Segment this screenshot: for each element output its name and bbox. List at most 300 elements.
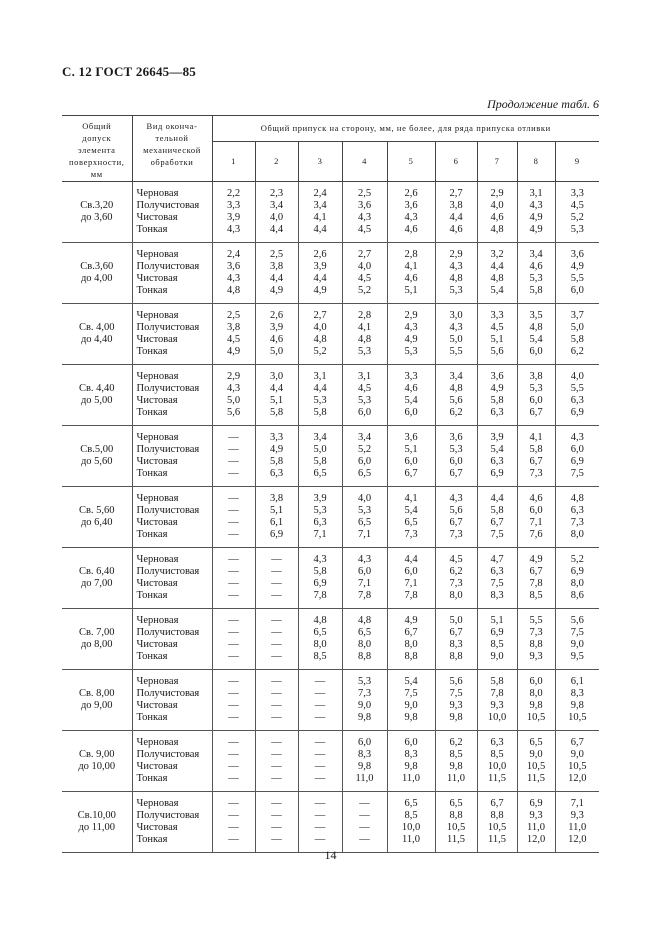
allowance-value: 7,6 bbox=[529, 529, 543, 540]
allowance-value: 4,5 bbox=[357, 383, 372, 394]
allowance-value: 5,3 bbox=[529, 383, 543, 394]
tolerance-range bbox=[62, 304, 132, 365]
allowance-value: 10,5 bbox=[487, 822, 507, 833]
finish-type-label: Тонкая bbox=[136, 407, 168, 418]
table-row bbox=[62, 243, 599, 304]
allowance-value: 4,9 bbox=[490, 383, 504, 394]
allowance-value: 6,2 bbox=[449, 737, 463, 748]
allowance-value: 6,0 bbox=[529, 395, 543, 406]
tolerance-range bbox=[62, 365, 132, 426]
allowance-cell bbox=[555, 304, 599, 365]
allowance-value: 5,1 bbox=[269, 505, 284, 516]
allowance-value: 6,5 bbox=[313, 627, 327, 638]
allowance-value: 2,5 bbox=[269, 249, 284, 260]
allowance-value: 6,7 bbox=[529, 456, 543, 467]
allowance-value: 6,3 bbox=[490, 566, 504, 577]
allowance-value: 7,3 bbox=[570, 517, 584, 528]
allowance-value: 3,8 bbox=[529, 371, 543, 382]
allowance-value: 5,3 bbox=[357, 395, 372, 406]
allowance-cell bbox=[435, 792, 477, 853]
allowance-value: 5,6 bbox=[490, 346, 504, 357]
table-row bbox=[62, 182, 599, 243]
allowance-value: 11,0 bbox=[355, 773, 374, 784]
allowance-value: — bbox=[271, 737, 282, 748]
allowance-value: 4,6 bbox=[529, 261, 543, 272]
allowance-value: 5,3 bbox=[570, 224, 584, 235]
allowance-value: 6,2 bbox=[570, 346, 584, 357]
allowance-cell bbox=[517, 487, 555, 548]
allowance-value: 6,0 bbox=[404, 566, 418, 577]
allowance-cell bbox=[435, 670, 477, 731]
allowance-cell bbox=[342, 182, 387, 243]
allowance-cell bbox=[387, 670, 435, 731]
allowance-value: 5,5 bbox=[570, 383, 584, 394]
allowance-value: 5,0 bbox=[570, 322, 584, 333]
finish-type-label: Получистовая bbox=[136, 688, 200, 699]
allowance-value: — bbox=[228, 639, 239, 650]
allowance-cell bbox=[477, 487, 517, 548]
range-text-line: Св.5,00 bbox=[80, 444, 114, 455]
allowance-value: 5,0 bbox=[269, 346, 284, 357]
allowance-value: 5,1 bbox=[404, 444, 418, 455]
allowance-value: 6,0 bbox=[449, 456, 463, 467]
allowance-value: — bbox=[271, 798, 282, 809]
allowance-value: 6,3 bbox=[570, 505, 584, 516]
tolerance-range bbox=[62, 548, 132, 609]
allowance-cell bbox=[255, 243, 298, 304]
allowance-value: 3,6 bbox=[570, 249, 584, 260]
allowance-value: 5,2 bbox=[357, 444, 372, 455]
allowance-value: 7,1 bbox=[529, 517, 543, 528]
allowance-value: 12,0 bbox=[526, 834, 546, 845]
allowance-value: 8,5 bbox=[490, 749, 504, 760]
allowance-value: 4,8 bbox=[226, 285, 241, 296]
allowance-value: 4,4 bbox=[449, 212, 463, 223]
allowance-cell bbox=[517, 426, 555, 487]
allowance-cell bbox=[387, 548, 435, 609]
allowance-cell bbox=[298, 304, 342, 365]
allowance-value: 6,9 bbox=[313, 578, 327, 589]
allowance-value: 11,5 bbox=[527, 773, 545, 784]
allowance-value: 11,5 bbox=[447, 834, 465, 845]
allowance-value: 4,0 bbox=[269, 212, 284, 223]
allowance-value: — bbox=[271, 615, 282, 626]
finish-type-label: Чистовая bbox=[136, 761, 178, 772]
allowance-value: 11,5 bbox=[488, 834, 506, 845]
allowance-value: 6,7 bbox=[449, 468, 463, 479]
allowance-cell bbox=[298, 548, 342, 609]
allowance-value: 5,5 bbox=[529, 615, 543, 626]
allowance-value: 4,8 bbox=[313, 615, 327, 626]
finish-type-label: Черновая bbox=[136, 310, 179, 321]
allowance-value: 3,4 bbox=[269, 200, 284, 211]
allowance-value: 4,4 bbox=[269, 273, 284, 284]
finish-type-label: Тонкая bbox=[136, 529, 168, 540]
allowance-value: 3,4 bbox=[449, 371, 463, 382]
finish-types bbox=[132, 182, 212, 243]
allowance-value: 6,9 bbox=[529, 798, 543, 809]
allowance-value: 4,5 bbox=[449, 554, 463, 565]
header-text-line: механической bbox=[143, 145, 201, 155]
allowance-cell bbox=[387, 304, 435, 365]
allowance-value: 4,3 bbox=[226, 273, 241, 284]
allowance-value: 5,5 bbox=[449, 346, 463, 357]
allowance-value: 7,3 bbox=[449, 529, 463, 540]
allowance-value: 8,3 bbox=[357, 749, 372, 760]
allowance-value: 4,1 bbox=[404, 493, 418, 504]
allowance-value: 6,7 bbox=[404, 468, 418, 479]
allowance-table bbox=[62, 115, 599, 853]
allowance-value: 6,7 bbox=[570, 737, 584, 748]
allowance-value: — bbox=[314, 773, 326, 784]
allowance-value: 4,5 bbox=[490, 322, 504, 333]
allowance-value: 5,4 bbox=[404, 395, 418, 406]
allowance-value: 5,2 bbox=[357, 285, 372, 296]
range-text-line: до 5,00 bbox=[80, 395, 113, 406]
allowance-value: 7,8 bbox=[313, 590, 327, 601]
finish-types bbox=[132, 304, 212, 365]
allowance-value: 2,7 bbox=[357, 249, 372, 260]
allowance-series-number: 3 bbox=[298, 141, 342, 181]
allowance-value: — bbox=[228, 456, 239, 467]
allowance-value: — bbox=[228, 578, 239, 589]
allowance-value: 5,0 bbox=[226, 395, 241, 406]
allowance-cell bbox=[435, 365, 477, 426]
allowance-value: 4,9 bbox=[313, 285, 327, 296]
finish-type-label: Тонкая bbox=[136, 712, 168, 723]
allowance-value: — bbox=[314, 822, 326, 833]
allowance-value: 10,5 bbox=[568, 761, 587, 772]
allowance-value: 4,3 bbox=[404, 212, 418, 223]
allowance-value: 5,8 bbox=[313, 407, 327, 418]
allowance-cell bbox=[298, 731, 342, 792]
allowance-value: 4,0 bbox=[490, 200, 504, 211]
allowance-cell bbox=[212, 670, 255, 731]
allowance-value: 3,0 bbox=[269, 371, 284, 382]
allowance-value: 3,8 bbox=[269, 261, 284, 272]
finish-type-label: Черновая bbox=[136, 615, 179, 626]
allowance-value: 4,1 bbox=[404, 261, 418, 272]
allowance-value: 3,4 bbox=[313, 200, 327, 211]
allowance-value: — bbox=[314, 749, 326, 760]
allowance-value: 12,0 bbox=[568, 773, 587, 784]
allowance-value: 3,6 bbox=[404, 432, 418, 443]
allowance-value: 11,0 bbox=[402, 834, 420, 845]
allowance-value: 6,3 bbox=[490, 407, 504, 418]
finish-type-label: Получистовая bbox=[136, 444, 200, 455]
allowance-value: — bbox=[228, 468, 239, 479]
allowance-value: 9,8 bbox=[529, 700, 543, 711]
allowance-value: 3,7 bbox=[570, 310, 584, 321]
allowance-cell bbox=[517, 182, 555, 243]
allowance-value: 6,9 bbox=[570, 456, 584, 467]
allowance-series-number: 8 bbox=[517, 141, 555, 181]
allowance-cell bbox=[212, 182, 255, 243]
allowance-value: 5,4 bbox=[404, 676, 418, 687]
allowance-value: 9,3 bbox=[449, 700, 463, 711]
allowance-value: — bbox=[271, 554, 282, 565]
page-number: 14 bbox=[324, 848, 337, 862]
allowance-cell bbox=[477, 792, 517, 853]
allowance-value: 4,3 bbox=[404, 322, 418, 333]
allowance-cell bbox=[517, 548, 555, 609]
allowance-value: 3,3 bbox=[404, 371, 418, 382]
finish-types bbox=[132, 426, 212, 487]
allowance-cell bbox=[477, 548, 517, 609]
allowance-value: 9,8 bbox=[449, 761, 463, 772]
finish-type-label: Чистовая bbox=[136, 334, 178, 345]
allowance-value: 3,9 bbox=[490, 432, 504, 443]
finish-types bbox=[132, 609, 212, 670]
allowance-value: 3,0 bbox=[449, 310, 463, 321]
allowance-value: 7,8 bbox=[357, 590, 372, 601]
allowance-value: 5,4 bbox=[529, 334, 543, 345]
allowance-value: 4,6 bbox=[404, 383, 418, 394]
allowance-value: 9,0 bbox=[404, 700, 418, 711]
allowance-value: 4,0 bbox=[357, 261, 372, 272]
allowance-value: 4,4 bbox=[313, 224, 327, 235]
allowance-value: 9,3 bbox=[529, 651, 543, 662]
allowance-value: 5,4 bbox=[490, 444, 504, 455]
allowance-value: 8,5 bbox=[404, 810, 418, 821]
finish-type-label: Тонкая bbox=[136, 346, 168, 357]
allowance-value: 4,3 bbox=[449, 261, 463, 272]
allowance-value: 6,7 bbox=[529, 566, 543, 577]
allowance-value: 5,4 bbox=[404, 505, 418, 516]
allowance-value: 2,4 bbox=[313, 188, 327, 199]
allowance-cell bbox=[212, 792, 255, 853]
allowance-value: — bbox=[359, 822, 370, 833]
allowance-cell bbox=[342, 548, 387, 609]
allowance-cell bbox=[555, 487, 599, 548]
allowance-value: 4,3 bbox=[226, 224, 241, 235]
finish-types bbox=[132, 731, 212, 792]
allowance-value: — bbox=[271, 627, 282, 638]
allowance-cell bbox=[212, 243, 255, 304]
range-text-line: до 5,60 bbox=[80, 456, 113, 467]
allowance-value: 4,8 bbox=[570, 493, 584, 504]
allowance-cell bbox=[555, 243, 599, 304]
allowance-value: 5,3 bbox=[529, 273, 543, 284]
allowance-value: 7,8 bbox=[490, 688, 504, 699]
allowance-value: — bbox=[228, 761, 239, 772]
allowance-value: 4,6 bbox=[404, 273, 418, 284]
allowance-value: 5,3 bbox=[357, 676, 372, 687]
allowance-value: — bbox=[271, 822, 282, 833]
range-text-line: Св. 4,00 bbox=[78, 322, 115, 333]
allowance-value: 8,0 bbox=[404, 639, 418, 650]
allowance-value: 4,4 bbox=[404, 554, 418, 565]
finish-type-label: Черновая bbox=[136, 432, 179, 443]
allowance-value: 4,7 bbox=[490, 554, 504, 565]
finish-type-label: Черновая bbox=[136, 676, 179, 687]
finish-type-label: Тонкая bbox=[136, 651, 168, 662]
allowance-value: — bbox=[271, 578, 282, 589]
finish-type-label: Тонкая bbox=[136, 285, 168, 296]
allowance-value: 8,8 bbox=[357, 651, 372, 662]
allowance-value: 4,9 bbox=[404, 615, 418, 626]
finish-type-label: Получистовая bbox=[136, 566, 200, 577]
allowance-value: 5,8 bbox=[269, 407, 284, 418]
allowance-value: — bbox=[228, 615, 239, 626]
allowance-value: 2,8 bbox=[357, 310, 372, 321]
col-header-allowance: Общий припуск на сторону, мм, не более, для ряда припуска отливки bbox=[212, 116, 599, 142]
allowance-value: 8,5 bbox=[529, 590, 543, 601]
finish-type-label: Получистовая bbox=[136, 322, 200, 333]
table-row bbox=[62, 487, 599, 548]
allowance-value: 5,3 bbox=[313, 395, 327, 406]
allowance-value: 4,5 bbox=[226, 334, 241, 345]
allowance-cell bbox=[435, 731, 477, 792]
allowance-value: 3,5 bbox=[529, 310, 543, 321]
allowance-value: 2,9 bbox=[404, 310, 418, 321]
allowance-value: 5,1 bbox=[490, 615, 504, 626]
allowance-cell bbox=[255, 487, 298, 548]
allowance-value: 9,5 bbox=[570, 651, 584, 662]
allowance-cell bbox=[298, 365, 342, 426]
header-text-line: тельной bbox=[155, 133, 189, 143]
allowance-value: 5,1 bbox=[269, 395, 284, 406]
allowance-value: 3,6 bbox=[226, 261, 241, 272]
allowance-value: 6,7 bbox=[449, 517, 463, 528]
allowance-value: 2,5 bbox=[226, 310, 241, 321]
allowance-value: 5,8 bbox=[490, 395, 504, 406]
allowance-value: 8,8 bbox=[490, 810, 504, 821]
allowance-value: — bbox=[228, 737, 239, 748]
allowance-value: 4,9 bbox=[269, 444, 284, 455]
finish-type-label: Черновая bbox=[136, 188, 179, 199]
allowance-series-number: 2 bbox=[255, 141, 298, 181]
allowance-value: 7,5 bbox=[490, 578, 504, 589]
header-row bbox=[62, 116, 599, 142]
allowance-value: — bbox=[228, 749, 239, 760]
allowance-value: 11,0 bbox=[568, 822, 587, 833]
allowance-value: 6,9 bbox=[490, 468, 504, 479]
table-continuation-label: Продолжение табл. 6 bbox=[487, 97, 599, 111]
allowance-value: 6,5 bbox=[404, 517, 418, 528]
allowance-value: 3,3 bbox=[490, 310, 504, 321]
allowance-value: 6,0 bbox=[357, 407, 372, 418]
allowance-value: 2,9 bbox=[226, 371, 241, 382]
allowance-value: 3,2 bbox=[490, 249, 504, 260]
finish-types bbox=[132, 548, 212, 609]
allowance-value: 6,7 bbox=[490, 517, 504, 528]
allowance-value: 7,1 bbox=[404, 578, 418, 589]
allowance-value: 8,8 bbox=[529, 639, 543, 650]
allowance-value: 7,3 bbox=[529, 627, 543, 638]
allowance-value: — bbox=[228, 432, 239, 443]
allowance-value: 2,8 bbox=[404, 249, 418, 260]
allowance-cell bbox=[255, 609, 298, 670]
tolerance-range bbox=[62, 487, 132, 548]
allowance-cell bbox=[477, 304, 517, 365]
allowance-value: 3,9 bbox=[313, 493, 327, 504]
allowance-cell bbox=[517, 609, 555, 670]
allowance-value: 5,8 bbox=[269, 456, 284, 467]
allowance-value: 5,3 bbox=[313, 505, 327, 516]
allowance-value: 4,5 bbox=[570, 200, 584, 211]
allowance-value: 2,6 bbox=[313, 249, 327, 260]
allowance-value: 9,3 bbox=[529, 810, 543, 821]
allowance-value: 5,8 bbox=[529, 444, 543, 455]
table-row bbox=[62, 426, 599, 487]
allowance-value: — bbox=[228, 798, 239, 809]
finish-types bbox=[132, 670, 212, 731]
allowance-value: 7,3 bbox=[529, 468, 543, 479]
finish-type-label: Чистовая bbox=[136, 700, 178, 711]
allowance-value: 9,3 bbox=[490, 700, 504, 711]
allowance-value: — bbox=[271, 688, 282, 699]
allowance-value: 4,9 bbox=[529, 224, 543, 235]
allowance-value: — bbox=[228, 700, 239, 711]
allowance-value: 4,8 bbox=[357, 334, 372, 345]
range-text-line: до 10,00 bbox=[78, 761, 116, 772]
allowance-value: — bbox=[228, 676, 239, 687]
allowance-value: 6,5 bbox=[313, 468, 327, 479]
finish-type-label: Чистовая bbox=[136, 212, 178, 223]
allowance-value: 8,8 bbox=[449, 651, 463, 662]
range-text-line: до 11,00 bbox=[78, 822, 115, 833]
allowance-value: 6,0 bbox=[529, 505, 543, 516]
allowance-value: 8,0 bbox=[449, 590, 463, 601]
allowance-value: 4,3 bbox=[449, 322, 463, 333]
allowance-value: 6,0 bbox=[357, 737, 372, 748]
allowance-value: 4,0 bbox=[570, 371, 584, 382]
allowance-value: 8,5 bbox=[449, 749, 463, 760]
allowance-value: 9,0 bbox=[357, 700, 372, 711]
allowance-cell bbox=[255, 426, 298, 487]
allowance-value: 5,6 bbox=[570, 615, 584, 626]
allowance-value: 6,3 bbox=[570, 395, 584, 406]
allowance-value: 6,5 bbox=[357, 517, 372, 528]
allowance-value: — bbox=[228, 822, 239, 833]
allowance-value: — bbox=[228, 688, 239, 699]
allowance-value: 6,5 bbox=[357, 468, 372, 479]
allowance-cell bbox=[517, 365, 555, 426]
allowance-value: 4,3 bbox=[226, 383, 241, 394]
allowance-value: 6,0 bbox=[570, 444, 584, 455]
allowance-value: 3,6 bbox=[490, 371, 504, 382]
allowance-cell bbox=[255, 304, 298, 365]
allowance-value: — bbox=[228, 651, 239, 662]
allowance-value: 6,0 bbox=[404, 737, 418, 748]
allowance-value: 5,1 bbox=[404, 285, 418, 296]
allowance-value: — bbox=[271, 810, 282, 821]
allowance-cell bbox=[435, 487, 477, 548]
allowance-value: 6,7 bbox=[404, 627, 418, 638]
allowance-value: 4,8 bbox=[449, 383, 463, 394]
header-text-line: допуск bbox=[82, 133, 112, 143]
allowance-value: 6,1 bbox=[269, 517, 284, 528]
allowance-value: 7,5 bbox=[570, 627, 584, 638]
header-text-line: обработки bbox=[150, 157, 194, 167]
header-text-line: Общий bbox=[82, 121, 112, 131]
allowance-cell bbox=[555, 670, 599, 731]
allowance-value: 9,8 bbox=[449, 712, 463, 723]
allowance-cell bbox=[387, 365, 435, 426]
range-text-line: до 8,00 bbox=[80, 639, 113, 650]
allowance-series-number: 9 bbox=[555, 141, 599, 181]
finish-type-label: Чистовая bbox=[136, 639, 178, 650]
allowance-value: 4,6 bbox=[490, 212, 504, 223]
allowance-value: 4,3 bbox=[357, 212, 372, 223]
allowance-value: 4,8 bbox=[313, 334, 327, 345]
allowance-value: 3,6 bbox=[449, 432, 463, 443]
allowance-value: — bbox=[228, 444, 239, 455]
allowance-value: — bbox=[228, 517, 239, 528]
finish-type-label: Черновая bbox=[136, 249, 179, 260]
allowance-value: 4,3 bbox=[529, 200, 543, 211]
